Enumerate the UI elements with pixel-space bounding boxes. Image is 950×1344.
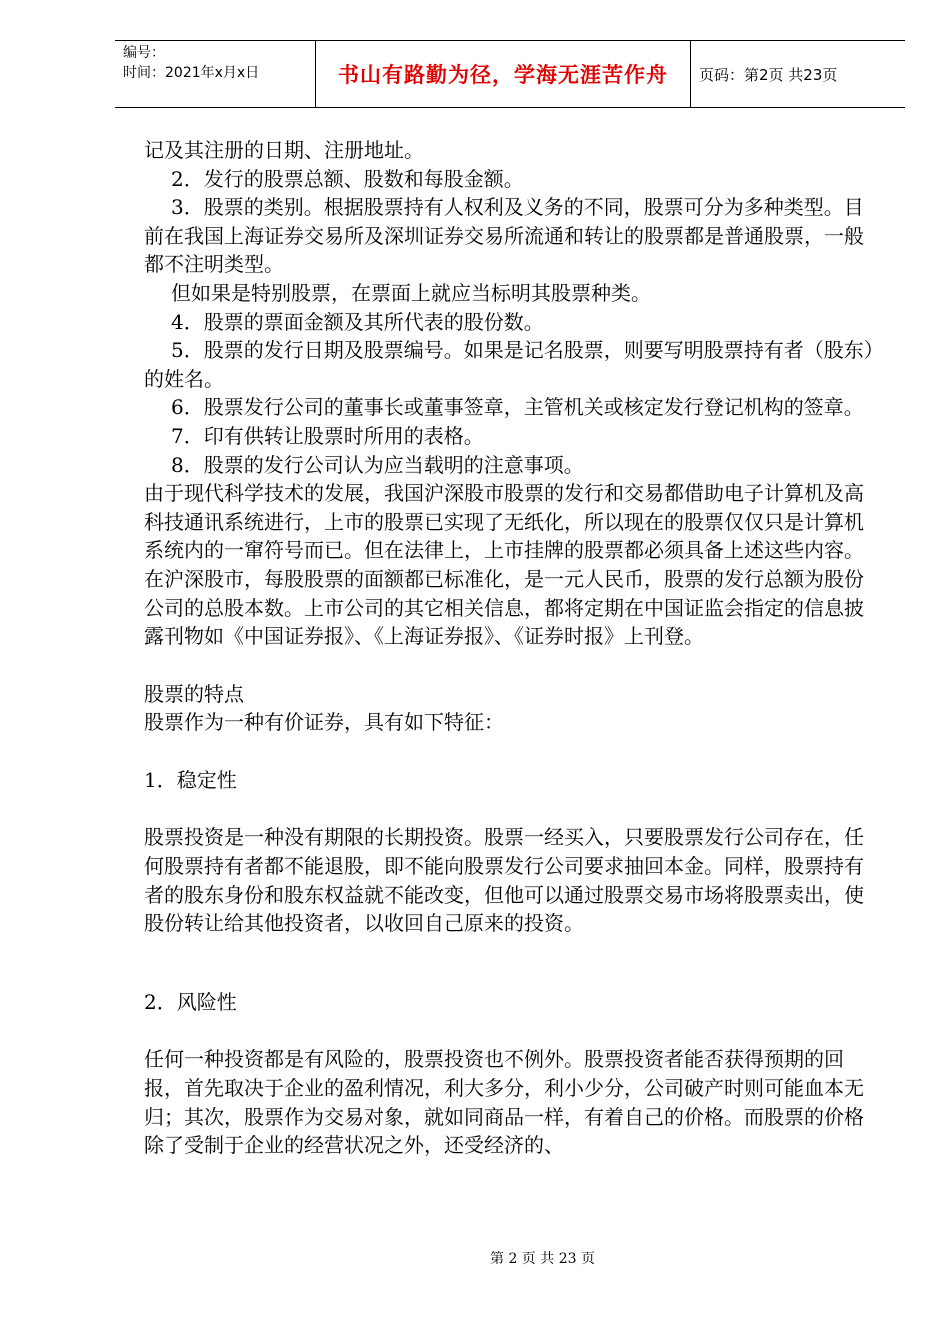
page-header: [115, 40, 905, 108]
list-item: 4．股票的票面金额及其所代表的股份数。: [171, 309, 544, 334]
paragraph: 股票作为一种有价证券，具有如下特征：: [144, 710, 504, 735]
header-motto: 书山有路勤为径，学海无涯苦作舟: [315, 41, 691, 107]
section-heading: 2．风险性: [144, 989, 237, 1014]
list-item: 7．印有供转让股票时所用的表格。: [171, 423, 484, 448]
list-item: 2．发行的股票总额、股数和每股金额。: [171, 166, 524, 191]
section-heading: 股票的特点: [144, 681, 244, 706]
document-body: [144, 136, 879, 1160]
paragraph: 由于现代科学技术的发展，我国沪深股市股票的发行和交易都借助电子计算机及高科技通讯系统进行，上市的股票已实现了无纸化，所以现在的股票仅仅只是计算机系统内的一窜符号而已。但在法律上，上市挂牌的股票都必须具备上述这些内容。在沪深股市，每股股票的面额都已标准化，是一元人民币，股票的发行总额为股份公司的总股本数。上市公司的其它相关信息，都将定期在中国证监会指定的信息披露刊物如《中国证券报》、《上海证券报》、《证券时报》上刊登。: [144, 481, 864, 649]
time-label: 时间：2021年x月x日: [123, 65, 260, 81]
list-item: 8．股票的发行公司认为应当载明的注意事项。: [171, 452, 584, 477]
list-item: 3．股票的类别。根据股票持有人权利及义务的不同，股票可分为多种类型。目前在我国上海证券交易所及深圳证券交易所流通和转让的股票都是普通股票，一般都不注明类型。: [144, 195, 864, 277]
page-footer: 第 2 页 共 23 页: [490, 1251, 595, 1267]
header-page-info: 页码：第2页 共23页: [699, 65, 838, 84]
section-heading: 1．稳定性: [144, 767, 237, 792]
list-item: 5．股票的发行日期及股票编号。如果是记名股票，则要写明股票持有者（股东）的姓名。: [144, 338, 874, 391]
paragraph: 股票投资是一种没有期限的长期投资。股票一经买入，只要股票发行公司存在，任何股票持有者都不能退股，即不能向股票发行公司要求抽回本金。同样，股票持有者的股东身份和股东权益就不能改变，但他可以通过股票交易市场将股票卖出，使股份转让给其他投资者，以收回自己原来的投资。: [144, 825, 864, 936]
number-label: 编号：: [123, 45, 165, 61]
paragraph: 记及其注册的日期、注册地址。: [144, 138, 424, 162]
paragraph: 但如果是特别股票，在票面上就应当标明其股票种类。: [171, 280, 651, 305]
header-meta: [115, 41, 315, 107]
paragraph: 任何一种投资都是有风险的，股票投资也不例外。股票投资者能否获得预期的回报，首先取决于企业的盈利情况，利大多分，利小少分，公司破产时则可能血本无归；其次，股票作为交易对象，就如同商品一样，有着自己的价格。而股票的价格除了受制于企业的经营状况之外，还受经济的、: [144, 1047, 864, 1158]
list-item: 6．股票发行公司的董事长或董事签章，主管机关或核定发行登记机构的签章。: [171, 395, 864, 420]
